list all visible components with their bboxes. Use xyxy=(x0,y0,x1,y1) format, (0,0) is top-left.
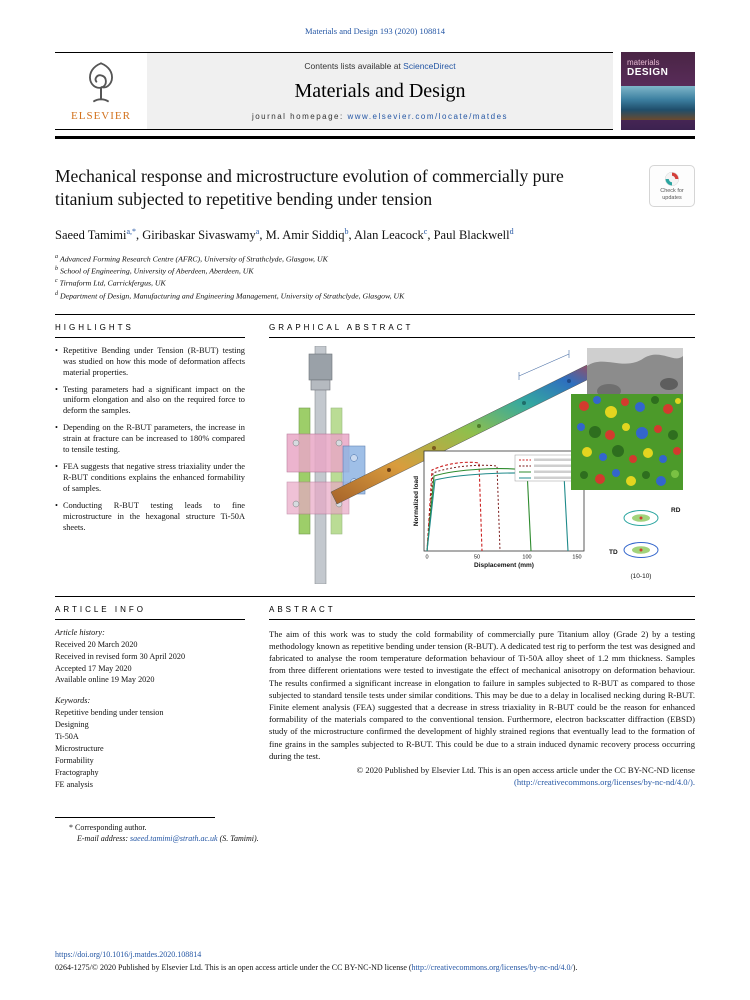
issn-prefix: 0264-1275/© 2020 Published by Elsevier Ltd. This is an open access article under the CC BY-NC-ND license ( xyxy=(55,963,412,972)
author-name: Paul Blackwell xyxy=(433,227,510,242)
author-name: M. Amir Siddiq xyxy=(265,227,345,242)
test-rig-drawing xyxy=(287,346,365,584)
highlight-text: FEA suggests that negative stress triaxiality under the R-BUT conditions explains the enhanced formability of samples. xyxy=(62,462,245,493)
author-sup: d xyxy=(509,226,514,236)
copyright-text: © 2020 Published by Elsevier Ltd. This is an open access article under the CC BY-NC-ND license xyxy=(356,765,695,776)
pole-figure-td-label: TD xyxy=(609,548,618,556)
bullet-icon: • xyxy=(55,345,58,355)
graphical-abstract-column xyxy=(269,323,695,584)
author xyxy=(142,228,265,242)
author-name: Giribaskar Sivaswamy xyxy=(142,227,256,242)
history-entry: Available online 19 May 2020 xyxy=(55,675,155,685)
journal-header-center xyxy=(147,53,613,129)
bullet-icon: • xyxy=(55,423,58,433)
contents-line xyxy=(304,61,455,71)
journal-homepage-link[interactable]: www.elsevier.com/locate/matdes xyxy=(347,112,509,121)
abstract-column xyxy=(269,605,695,791)
abstract-text: The aim of this work was to study the cold formability of commercially pure Titanium alloy (Grade 2) by a testing methodology known as repetitive bending under tension (R-BUT). A dedicated test rig to perform the test was designed and fabricated to analyse the room temperature deformation behaviour of Ti-50A alloy sheet of 1.2 mm thickness. Samples from three different orientations were tested to investigate the effect of mechanical anisotropy on deformation behaviour. The results confirmed a significant increase in elongation to failure in samples subjected to R-BUT as compared to those subjected to standard tensile tests under similar conditions. This may be due to a delay in localised necking during R-BUT. Finite element analysis (FEA) suggested that a decrease in stress triaxiality in R-BUT could be the reason for enhanced formability of the materials compared to the conventional tension. Furthermore, electron backscatter diffraction (EBSD) study of the microstructure confirmed the development of highly strained regions that eventually lead to the formation of fine grains in the samples subjected to R-BUT. This could be due to a strain induced dynamic recovery process occurring during the test. xyxy=(269,628,695,761)
highlight-item xyxy=(55,346,245,379)
elsevier-logo xyxy=(55,53,147,129)
article-history-label: Article history: xyxy=(55,627,105,637)
page-footer xyxy=(55,950,695,972)
author-sup: a,* xyxy=(126,226,137,236)
keyword: Designing xyxy=(55,720,89,730)
contents-line-prefix: Contents lists available at xyxy=(304,61,404,71)
highlight-text: Depending on the R-BUT parameters, the increase in strain at fracture can be increased to 180% compared to tensile testing. xyxy=(62,423,245,455)
keywords-label: Keywords: xyxy=(55,696,91,706)
pole-figure-panel xyxy=(599,494,695,584)
chart-x-axis-label: Displacement (mm) xyxy=(474,561,534,569)
author-sup: c xyxy=(423,226,428,236)
header-divider xyxy=(55,136,695,139)
keyword: Ti-50A xyxy=(55,732,79,742)
doi-line xyxy=(55,950,695,959)
divider xyxy=(55,619,245,620)
history-entry: Received in revised form 30 April 2020 xyxy=(55,651,186,661)
author-name: Saeed Tamimi xyxy=(55,227,127,242)
article-info-column xyxy=(55,605,245,791)
author-sup: b xyxy=(344,226,349,236)
affiliation xyxy=(55,277,695,289)
graphical-abstract-figure xyxy=(269,346,695,584)
divider xyxy=(55,314,695,315)
affiliation-sup: d xyxy=(55,290,58,297)
author-list xyxy=(55,227,695,243)
affiliation-list xyxy=(55,253,695,302)
affiliation xyxy=(55,265,695,277)
journal-header-band xyxy=(55,52,613,130)
journal-citation-link[interactable]: Materials and Design 193 (2020) 108814 xyxy=(305,26,445,36)
highlight-item xyxy=(55,462,245,495)
abstract-heading: ABSTRACT xyxy=(269,604,336,614)
elsevier-tree-icon xyxy=(78,60,124,108)
divider xyxy=(269,619,695,620)
crossmark-icon xyxy=(664,171,680,187)
homepage-line xyxy=(252,112,508,121)
keyword: FE analysis xyxy=(55,779,93,789)
author xyxy=(434,228,514,242)
affiliation-sup: b xyxy=(55,265,58,272)
doi-link[interactable]: https://doi.org/10.1016/j.matdes.2020.108814 xyxy=(55,950,202,959)
sciencedirect-link[interactable]: ScienceDirect xyxy=(403,61,456,71)
divider xyxy=(55,596,695,597)
highlight-text: Repetitive Bending under Tension (R-BUT) testing was studied on how this mode of deformation affects material properties. xyxy=(62,345,245,377)
author-name: Alan Leacock xyxy=(354,227,424,242)
keyword: Formability xyxy=(55,755,94,765)
affiliation-sup: a xyxy=(55,253,58,260)
author-sep: , xyxy=(259,227,266,242)
history-entry: Accepted 17 May 2020 xyxy=(55,663,132,673)
affiliation xyxy=(55,253,695,265)
highlights-column xyxy=(55,323,245,584)
highlights-graphical-row xyxy=(55,323,695,584)
x-tick-100: 100 xyxy=(522,554,532,561)
divider xyxy=(269,337,695,338)
author-sup: a xyxy=(255,226,260,236)
cover-title-materials: materials xyxy=(627,58,660,67)
keyword: Fractography xyxy=(55,767,99,777)
affiliation-text: Tirnaform Ltd, Carrickfergus, UK xyxy=(59,278,166,288)
journal-title: Materials and Design xyxy=(294,80,466,102)
author-sep: , xyxy=(427,227,434,242)
bullet-icon: • xyxy=(55,462,58,472)
pole-figure-rd-label: RD xyxy=(671,506,681,514)
email-label: E-mail address: xyxy=(77,833,131,843)
history-entry: Received 20 March 2020 xyxy=(55,639,138,649)
title-block xyxy=(55,165,695,211)
issn-suffix: ). xyxy=(572,963,578,972)
highlights-list xyxy=(55,346,245,534)
keywords-block xyxy=(55,696,245,790)
copyright-line xyxy=(269,764,695,788)
article-title: Mechanical response and microstructure evolution of commercially pure titanium subjected to repetitive bending under tension xyxy=(55,166,564,209)
check-for-updates-badge[interactable] xyxy=(649,165,695,207)
article-info-heading: ARTICLE INFO xyxy=(55,604,146,614)
cover-image xyxy=(621,86,695,120)
author-sep: , xyxy=(348,227,355,242)
highlight-text: Testing parameters had a significant impact on the uniform elongation and also on the required force to deform the samples. xyxy=(62,384,245,416)
chart-y-axis-label: Normalized load xyxy=(413,475,420,526)
info-abstract-row xyxy=(55,605,695,791)
homepage-prefix: journal homepage: xyxy=(251,112,348,121)
affiliation-text: School of Engineering, University of Aberdeen, Aberdeen, UK xyxy=(60,266,254,276)
check-badge-text xyxy=(660,188,684,201)
author xyxy=(266,228,354,242)
highlights-heading: HIGHLIGHTS xyxy=(55,322,134,332)
keyword: Microstructure xyxy=(55,744,104,754)
graphical-abstract-heading: GRAPHICAL ABSTRACT xyxy=(269,322,414,332)
license-link[interactable]: (http://creativecommons.org/licenses/by-nc-nd/4.0/). xyxy=(514,777,695,788)
bullet-icon: • xyxy=(55,500,58,510)
affiliation-sup: c xyxy=(55,278,58,285)
highlight-text: Conducting R-BUT testing leads to fine microstructure in the hexagonal structure Ti-50A sheets. xyxy=(62,500,245,532)
highlight-item xyxy=(55,423,245,456)
check-badge-line2: updates xyxy=(662,194,682,201)
bullet-icon: • xyxy=(55,384,58,394)
highlight-item xyxy=(55,385,245,418)
email-suffix: (S. Tamimi). xyxy=(217,833,259,843)
check-badge-line1: Check for xyxy=(660,187,684,194)
author xyxy=(354,228,434,242)
footnote-divider xyxy=(55,817,215,818)
affiliation-text: Department of Design, Manufacturing and Engineering Management, University of Strathclyde, Glasgow, UK xyxy=(60,291,405,301)
email-link[interactable]: saeed.tamimi@strath.ac.uk xyxy=(130,833,218,843)
journal-cover-thumbnail xyxy=(621,52,695,130)
journal-header xyxy=(55,52,695,130)
affiliation xyxy=(55,290,695,302)
x-tick-150: 150 xyxy=(572,554,582,561)
pole-figure-plane-label: (10-10) xyxy=(630,572,652,580)
load-displacement-chart xyxy=(413,451,584,569)
issn-copyright-line xyxy=(55,963,695,972)
author-sep: , xyxy=(136,227,143,242)
corresponding-author-note: * Corresponding author. xyxy=(69,822,147,832)
keyword: Repetitive bending under tension xyxy=(55,708,164,718)
x-tick-50: 50 xyxy=(473,554,481,561)
footer-license-link[interactable]: http://creativecommons.org/licenses/by-nc-nd/4.0/ xyxy=(411,963,573,972)
highlight-item xyxy=(55,501,245,534)
divider xyxy=(55,337,245,338)
affiliation-text: Advanced Forming Research Centre (AFRC), University of Strathclyde, Glasgow, UK xyxy=(60,254,328,264)
x-tick-0: 0 xyxy=(425,554,429,561)
ebsd-microstructure-image xyxy=(571,394,683,490)
cover-title-design: DESIGN xyxy=(627,67,669,78)
email-line xyxy=(77,834,695,843)
author xyxy=(55,228,142,242)
elsevier-logo-text: ELSEVIER xyxy=(71,110,131,122)
